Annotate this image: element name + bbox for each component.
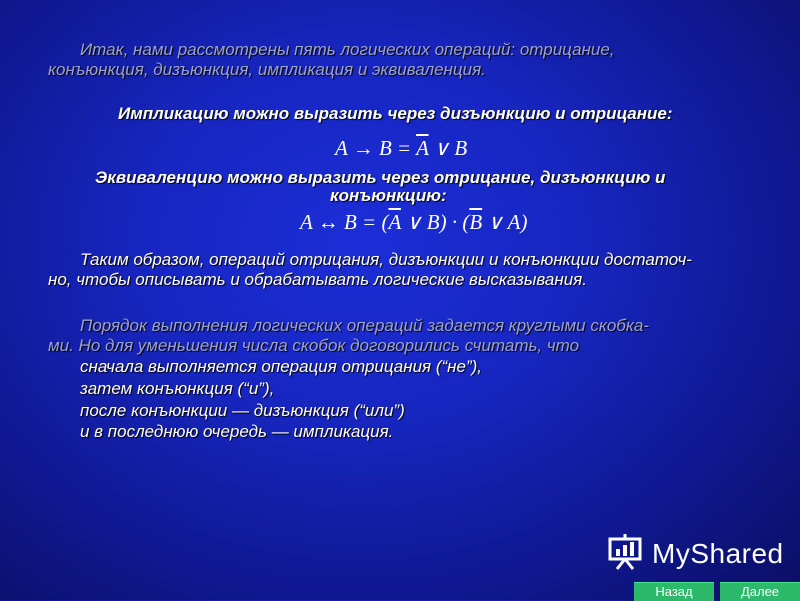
order-item-1: сначала выполняется операция отрицания (“не”), bbox=[80, 357, 483, 376]
order-item-4: и в последнюю очередь — импликация. bbox=[80, 422, 394, 441]
order-line-1: Порядок выполнения логических операций задается круглыми скобка- bbox=[80, 316, 650, 335]
equivalence-formula-lhs: A ↔ B = ( bbox=[300, 210, 389, 234]
implication-formula bbox=[335, 136, 467, 161]
equivalence-formula-mid-1: ∨ B) · ( bbox=[406, 210, 470, 234]
equivalence-heading-line-1: Эквиваленцию можно выразить через отрицание, дизъюнкцию и bbox=[95, 168, 666, 187]
logo-text: MyShared bbox=[652, 538, 784, 569]
equivalence-formula-mid-2: ∨ A) bbox=[487, 210, 528, 234]
equivalence-formula-neg-b: $\overline{B}$ bbox=[469, 210, 483, 234]
implication-heading: Импликацию можно выразить через дизъюнкцию и отрицание: bbox=[118, 104, 673, 123]
equivalence-formula bbox=[300, 210, 527, 235]
back-button[interactable]: Назад bbox=[634, 582, 714, 601]
conclusion-line-1: Таким образом, операций отрицания, дизъюнкции и конъюнкции достаточ- bbox=[80, 250, 692, 269]
implication-formula-neg-a: $\overline{A}$ bbox=[416, 136, 429, 160]
intro-line-1: Итак, нами рассмотрены пять логических операций: отрицание, bbox=[80, 40, 615, 59]
intro-line-2: конъюнкция, дизъюнкция, импликация и эквиваленция. bbox=[48, 60, 486, 79]
implication-formula-lhs: A → B = bbox=[335, 136, 412, 160]
next-button[interactable]: Далее bbox=[720, 582, 800, 601]
myshared-logo bbox=[606, 534, 784, 574]
conclusion-line-2: но, чтобы описывать и обрабатывать логические высказывания. bbox=[48, 270, 587, 289]
equivalence-heading-line-2: конъюнкцию: bbox=[330, 186, 447, 205]
order-item-3: после конъюнкции — дизъюнкция (“или”) bbox=[80, 401, 405, 420]
presentation-board-icon bbox=[606, 533, 644, 576]
order-item-2: затем конъюнкция (“и”), bbox=[80, 379, 275, 398]
equivalence-formula-neg-a: $\overline{A}$ bbox=[388, 210, 401, 234]
order-line-2: ми. Но для уменьшения числа скобок договорились считать, что bbox=[48, 336, 580, 355]
implication-formula-rhs: ∨ B bbox=[433, 136, 468, 160]
